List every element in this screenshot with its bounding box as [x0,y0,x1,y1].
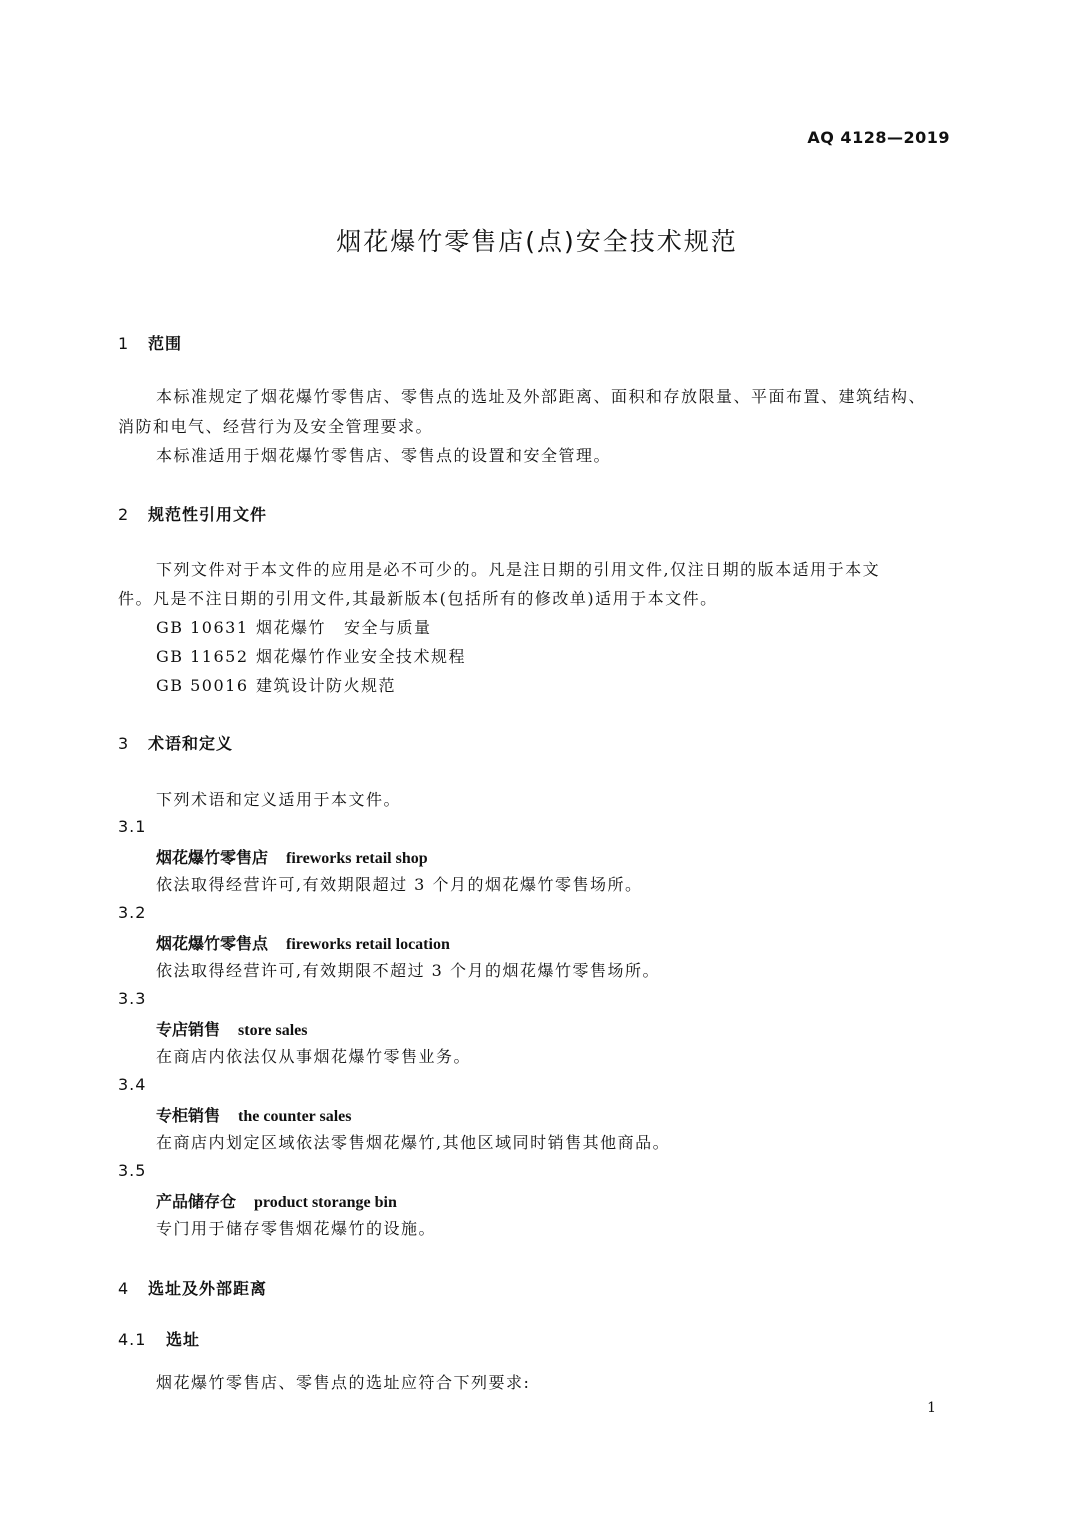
s2-paragraph-line: 下列文件对于本文件的应用是必不可少的。凡是注日期的引用文件,仅注日期的版本适用于本文 [156,560,881,579]
section-4-heading [118,1276,267,1299]
term-en: fireworks retail shop [286,850,428,867]
term-number: 3.1 [118,817,147,836]
s4-paragraph: 烟花爆竹零售店、零售点的选址应符合下列要求: [156,1373,531,1392]
s2-paragraph-line: 件。凡是不注日期的引用文件,其最新版本(包括所有的修改单)适用于本文件。 [118,589,718,608]
term-en: product storange bin [254,1194,397,1211]
page-number: 1 [927,1400,936,1416]
reference-code: GB 10631 [156,618,249,637]
term-en: fireworks retail location [286,936,450,953]
term-heading [156,931,450,954]
standard-code: AQ 4128—2019 [807,128,950,147]
section-number: 1 [118,334,130,353]
term-number: 3.4 [118,1075,147,1094]
s1-paragraph: 本标准适用于烟花爆竹零售店、零售点的设置和安全管理。 [156,446,612,465]
term-heading [156,1103,351,1126]
term-heading [156,1189,397,1212]
section-title: 选址及外部距离 [148,1279,268,1298]
reference-item [156,642,466,671]
section-number: 2 [118,505,130,524]
section-1-heading [118,331,182,354]
section-title: 术语和定义 [148,734,234,753]
section-2-heading [118,502,267,525]
subsection-number: 4.1 [118,1330,147,1349]
term-definition: 依法取得经营许可,有效期限不超过 3 个月的烟花爆竹零售场所。 [156,961,660,980]
term-cn: 烟花爆竹零售店 [156,848,269,867]
reference-title: 建筑设计防火规范 [256,676,397,695]
section-number: 4 [118,1279,130,1298]
section-3-heading [118,731,233,754]
subsection-title: 选址 [166,1330,201,1349]
term-cn: 专店销售 [156,1020,221,1039]
reference-title: 烟花爆竹 [256,618,327,637]
term-definition: 专门用于储存零售烟花爆竹的设施。 [156,1219,437,1238]
document-title: 烟花爆竹零售店(点)安全技术规范 [336,227,738,256]
term-heading [156,845,428,868]
term-cn: 专柜销售 [156,1106,221,1125]
term-number: 3.5 [118,1161,147,1180]
section-title: 范围 [148,334,183,353]
reference-item [156,671,396,700]
term-definition: 在商店内依法仅从事烟花爆竹零售业务。 [156,1047,472,1066]
term-number: 3.2 [118,903,147,922]
reference-title: 烟花爆竹作业安全技术规程 [256,647,467,666]
reference-code: GB 11652 [156,647,249,666]
subsection-4-1-heading [118,1327,200,1350]
term-cn: 烟花爆竹零售点 [156,934,269,953]
term-definition: 依法取得经营许可,有效期限超过 3 个月的烟花爆竹零售场所。 [156,875,643,894]
term-definition: 在商店内划定区域依法零售烟花爆竹,其他区域同时销售其他商品。 [156,1133,671,1152]
term-heading [156,1017,307,1040]
s1-paragraph-line: 消防和电气、经营行为及安全管理要求。 [118,417,434,436]
reference-item [156,613,432,642]
term-number: 3.3 [118,989,147,1008]
reference-title-part: 安全与质量 [344,618,432,637]
term-en: the counter sales [238,1108,352,1125]
s1-paragraph-line: 本标准规定了烟花爆竹零售店、零售点的选址及外部距离、面积和存放限量、平面布置、建筑结构、 [156,387,927,406]
section-title: 规范性引用文件 [148,505,268,524]
s3-intro: 下列术语和定义适用于本文件。 [156,790,402,809]
section-number: 3 [118,734,130,753]
reference-code: GB 50016 [156,676,249,695]
term-en: store sales [238,1022,308,1039]
term-cn: 产品储存仓 [156,1192,237,1211]
